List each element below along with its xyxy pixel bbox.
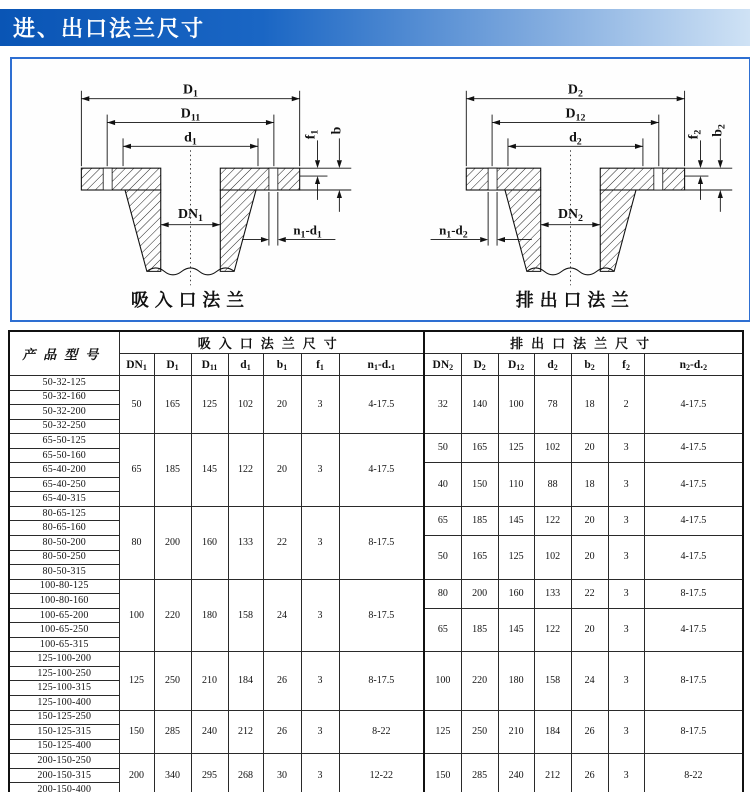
suction-value-cell: 240 bbox=[191, 710, 228, 754]
discharge-value-cell: 212 bbox=[534, 754, 571, 792]
dim-label-DN2: $DN_2$ bbox=[557, 206, 583, 224]
discharge-value-cell: 8-17.5 bbox=[644, 652, 743, 710]
discharge-value-cell: 26 bbox=[571, 710, 608, 754]
suction-section-header: 吸入口法兰尺寸 bbox=[119, 331, 424, 354]
col-header-d2-outer: $D_2$ bbox=[461, 354, 498, 376]
model-cell: 200-150-315 bbox=[9, 768, 119, 783]
suction-value-cell: 102 bbox=[228, 376, 263, 434]
discharge-value-cell: 8-17.5 bbox=[644, 710, 743, 754]
suction-value-cell: 160 bbox=[191, 506, 228, 579]
discharge-value-cell: 4-17.5 bbox=[644, 506, 743, 535]
discharge-value-cell: 100 bbox=[498, 376, 534, 434]
suction-value-cell: 8-22 bbox=[339, 710, 424, 754]
model-cell: 200-150-400 bbox=[9, 783, 119, 792]
discharge-value-cell: 122 bbox=[534, 506, 571, 535]
discharge-value-cell: 125 bbox=[498, 536, 534, 580]
discharge-value-cell: 3 bbox=[608, 652, 644, 710]
discharge-value-cell: 102 bbox=[534, 536, 571, 580]
suction-value-cell: 3 bbox=[301, 376, 339, 434]
product-model-header: 产品型号 bbox=[9, 331, 119, 376]
discharge-value-cell: 4-17.5 bbox=[644, 376, 743, 434]
flange-drawings-panel bbox=[10, 57, 750, 322]
dim-label-b: b bbox=[329, 126, 345, 134]
suction-value-cell: 26 bbox=[263, 710, 301, 754]
flange-table-body bbox=[9, 376, 743, 792]
suction-value-cell: 65 bbox=[119, 434, 154, 507]
discharge-value-cell: 80 bbox=[424, 579, 461, 608]
col-header-dn1: $DN_1$ bbox=[119, 354, 154, 376]
discharge-value-cell: 240 bbox=[498, 754, 534, 792]
suction-value-cell: 24 bbox=[263, 579, 301, 652]
discharge-value-cell: 18 bbox=[571, 463, 608, 507]
model-cell: 65-40-315 bbox=[9, 492, 119, 507]
discharge-value-cell: 22 bbox=[571, 579, 608, 608]
discharge-value-cell: 3 bbox=[608, 536, 644, 580]
discharge-value-cell: 158 bbox=[534, 652, 571, 710]
model-cell: 80-50-315 bbox=[9, 565, 119, 580]
discharge-value-cell: 50 bbox=[424, 434, 461, 463]
suction-value-cell: 8-17.5 bbox=[339, 579, 424, 652]
table-row bbox=[9, 710, 743, 725]
discharge-value-cell: 220 bbox=[461, 652, 498, 710]
col-header-b2: $b_2$ bbox=[571, 354, 608, 376]
suction-value-cell: 145 bbox=[191, 434, 228, 507]
discharge-value-cell: 88 bbox=[534, 463, 571, 507]
flange-dimensions-table-wrap bbox=[8, 330, 742, 792]
model-cell: 125-100-200 bbox=[9, 652, 119, 667]
model-cell: 50-32-160 bbox=[9, 390, 119, 405]
suction-value-cell: 30 bbox=[263, 754, 301, 792]
suction-value-cell: 3 bbox=[301, 652, 339, 710]
suction-value-cell: 50 bbox=[119, 376, 154, 434]
suction-value-cell: 3 bbox=[301, 506, 339, 579]
suction-value-cell: 3 bbox=[301, 710, 339, 754]
col-header-d1-outer: $D_1$ bbox=[154, 354, 191, 376]
discharge-value-cell: 3 bbox=[608, 608, 644, 652]
discharge-value-cell: 4-17.5 bbox=[644, 536, 743, 580]
discharge-value-cell: 40 bbox=[424, 463, 461, 507]
dim-label-n1-d1: $n_1-d_1$ bbox=[293, 223, 322, 241]
discharge-value-cell: 2 bbox=[608, 376, 644, 434]
dim-label-d2: $d_2$ bbox=[569, 129, 582, 147]
suction-value-cell: 133 bbox=[228, 506, 263, 579]
discharge-value-cell: 3 bbox=[608, 710, 644, 754]
suction-value-cell: 12-22 bbox=[339, 754, 424, 792]
suction-value-cell: 8-17.5 bbox=[339, 506, 424, 579]
dim-label-D12: $D_{12}$ bbox=[565, 106, 586, 124]
discharge-value-cell: 4-17.5 bbox=[644, 463, 743, 507]
suction-value-cell: 150 bbox=[119, 710, 154, 754]
discharge-value-cell: 150 bbox=[424, 754, 461, 792]
flange-dimensions-table bbox=[8, 330, 744, 792]
suction-value-cell: 200 bbox=[154, 506, 191, 579]
model-cell: 50-32-250 bbox=[9, 419, 119, 434]
suction-value-cell: 122 bbox=[228, 434, 263, 507]
suction-value-cell: 165 bbox=[154, 376, 191, 434]
dim-label-D2: $D_2$ bbox=[567, 82, 583, 100]
column-header-row bbox=[9, 354, 743, 376]
model-cell: 80-50-250 bbox=[9, 550, 119, 565]
discharge-value-cell: 32 bbox=[424, 376, 461, 434]
discharge-value-cell: 8-22 bbox=[644, 754, 743, 792]
discharge-value-cell: 65 bbox=[424, 506, 461, 535]
page-title: 进、出口法兰尺寸 bbox=[13, 16, 206, 41]
suction-value-cell: 285 bbox=[154, 710, 191, 754]
suction-value-cell: 4-17.5 bbox=[339, 434, 424, 507]
discharge-value-cell: 20 bbox=[571, 434, 608, 463]
col-header-n1-d1: $n_1-d._1$ bbox=[339, 354, 424, 376]
dim-label-d1: $d_1$ bbox=[184, 129, 197, 147]
suction-value-cell: 125 bbox=[119, 652, 154, 710]
suction-value-cell: 210 bbox=[191, 652, 228, 710]
suction-caption: 吸入口法兰 bbox=[130, 289, 251, 310]
discharge-value-cell: 20 bbox=[571, 506, 608, 535]
discharge-value-cell: 145 bbox=[498, 608, 534, 652]
discharge-value-cell: 3 bbox=[608, 463, 644, 507]
suction-value-cell: 4-17.5 bbox=[339, 376, 424, 434]
col-header-d1-face: $d_1$ bbox=[228, 354, 263, 376]
discharge-value-cell: 3 bbox=[608, 754, 644, 792]
col-header-d11: $D_{11}$ bbox=[191, 354, 228, 376]
discharge-value-cell: 3 bbox=[608, 434, 644, 463]
dim-label-DN1: $DN_1$ bbox=[178, 206, 204, 224]
model-cell: 50-32-125 bbox=[9, 376, 119, 391]
model-cell: 150-125-250 bbox=[9, 710, 119, 725]
model-cell: 100-65-200 bbox=[9, 608, 119, 623]
col-header-dn2: $DN_2$ bbox=[424, 354, 461, 376]
suction-value-cell: 200 bbox=[119, 754, 154, 792]
model-cell: 80-65-125 bbox=[9, 506, 119, 521]
model-cell: 65-50-160 bbox=[9, 448, 119, 463]
model-cell: 80-50-200 bbox=[9, 536, 119, 551]
col-header-d2-face: $d_2$ bbox=[534, 354, 571, 376]
model-cell: 65-40-200 bbox=[9, 463, 119, 478]
suction-value-cell: 268 bbox=[228, 754, 263, 792]
model-cell: 125-100-400 bbox=[9, 696, 119, 711]
discharge-value-cell: 8-17.5 bbox=[644, 579, 743, 608]
discharge-value-cell: 50 bbox=[424, 536, 461, 580]
discharge-value-cell: 125 bbox=[424, 710, 461, 754]
discharge-value-cell: 78 bbox=[534, 376, 571, 434]
col-header-f2: $f_2$ bbox=[608, 354, 644, 376]
discharge-value-cell: 133 bbox=[534, 579, 571, 608]
discharge-value-cell: 20 bbox=[571, 536, 608, 580]
suction-value-cell: 26 bbox=[263, 652, 301, 710]
discharge-value-cell: 3 bbox=[608, 579, 644, 608]
discharge-value-cell: 3 bbox=[608, 506, 644, 535]
suction-value-cell: 20 bbox=[263, 376, 301, 434]
suction-value-cell: 295 bbox=[191, 754, 228, 792]
title-banner bbox=[0, 9, 750, 46]
model-cell: 65-40-250 bbox=[9, 477, 119, 492]
table-row bbox=[9, 434, 743, 449]
discharge-value-cell: 4-17.5 bbox=[644, 608, 743, 652]
suction-value-cell: 3 bbox=[301, 434, 339, 507]
discharge-value-cell: 26 bbox=[571, 754, 608, 792]
suction-value-cell: 250 bbox=[154, 652, 191, 710]
table-row bbox=[9, 652, 743, 667]
col-header-d12: $D_{12}$ bbox=[498, 354, 534, 376]
dim-label-f2: $f_2$ bbox=[686, 129, 704, 139]
dim-label-f1: $f_1$ bbox=[303, 129, 321, 139]
discharge-value-cell: 165 bbox=[461, 434, 498, 463]
suction-value-cell: 185 bbox=[154, 434, 191, 507]
suction-value-cell: 20 bbox=[263, 434, 301, 507]
suction-value-cell: 3 bbox=[301, 754, 339, 792]
model-cell: 100-65-250 bbox=[9, 623, 119, 638]
discharge-value-cell: 185 bbox=[461, 608, 498, 652]
discharge-section-header: 排出口法兰尺寸 bbox=[424, 331, 743, 354]
model-cell: 50-32-200 bbox=[9, 405, 119, 420]
table-row bbox=[9, 579, 743, 594]
discharge-value-cell: 210 bbox=[498, 710, 534, 754]
discharge-flange-drawing bbox=[392, 61, 744, 319]
suction-value-cell: 180 bbox=[191, 579, 228, 652]
dim-label-D11: $D_{11}$ bbox=[180, 106, 201, 124]
table-row bbox=[9, 506, 743, 521]
discharge-value-cell: 150 bbox=[461, 463, 498, 507]
model-cell: 125-100-250 bbox=[9, 666, 119, 681]
model-cell: 100-80-125 bbox=[9, 579, 119, 594]
discharge-value-cell: 20 bbox=[571, 608, 608, 652]
discharge-value-cell: 65 bbox=[424, 608, 461, 652]
dim-label-D1: $D_1$ bbox=[183, 82, 199, 100]
dim-label-n1-d2: $n_1-d_2$ bbox=[439, 223, 468, 241]
model-cell: 100-65-315 bbox=[9, 637, 119, 652]
discharge-value-cell: 24 bbox=[571, 652, 608, 710]
discharge-value-cell: 110 bbox=[498, 463, 534, 507]
discharge-value-cell: 4-17.5 bbox=[644, 434, 743, 463]
suction-value-cell: 100 bbox=[119, 579, 154, 652]
model-cell: 200-150-250 bbox=[9, 754, 119, 769]
discharge-value-cell: 165 bbox=[461, 536, 498, 580]
model-cell: 150-125-315 bbox=[9, 725, 119, 740]
discharge-value-cell: 285 bbox=[461, 754, 498, 792]
suction-value-cell: 125 bbox=[191, 376, 228, 434]
dim-label-b2: $b_2$ bbox=[710, 123, 728, 137]
model-cell: 65-50-125 bbox=[9, 434, 119, 449]
table-row bbox=[9, 754, 743, 769]
discharge-value-cell: 18 bbox=[571, 376, 608, 434]
col-header-b1: $b_1$ bbox=[263, 354, 301, 376]
suction-value-cell: 80 bbox=[119, 506, 154, 579]
suction-value-cell: 340 bbox=[154, 754, 191, 792]
discharge-value-cell: 140 bbox=[461, 376, 498, 434]
suction-value-cell: 184 bbox=[228, 652, 263, 710]
model-cell: 125-100-315 bbox=[9, 681, 119, 696]
suction-value-cell: 8-17.5 bbox=[339, 652, 424, 710]
model-cell: 100-80-160 bbox=[9, 594, 119, 609]
col-header-f1: $f_1$ bbox=[301, 354, 339, 376]
model-cell: 80-65-160 bbox=[9, 521, 119, 536]
discharge-value-cell: 102 bbox=[534, 434, 571, 463]
discharge-value-cell: 180 bbox=[498, 652, 534, 710]
discharge-value-cell: 200 bbox=[461, 579, 498, 608]
suction-value-cell: 212 bbox=[228, 710, 263, 754]
discharge-value-cell: 160 bbox=[498, 579, 534, 608]
discharge-caption: 排出口法兰 bbox=[515, 289, 635, 310]
suction-flange-drawing bbox=[17, 61, 369, 319]
discharge-value-cell: 145 bbox=[498, 506, 534, 535]
discharge-value-cell: 250 bbox=[461, 710, 498, 754]
suction-value-cell: 3 bbox=[301, 579, 339, 652]
model-cell: 150-125-400 bbox=[9, 739, 119, 754]
discharge-value-cell: 100 bbox=[424, 652, 461, 710]
discharge-value-cell: 125 bbox=[498, 434, 534, 463]
suction-value-cell: 22 bbox=[263, 506, 301, 579]
table-row bbox=[9, 376, 743, 391]
discharge-value-cell: 185 bbox=[461, 506, 498, 535]
col-header-n2-d2: $n_2-d._2$ bbox=[644, 354, 743, 376]
discharge-value-cell: 122 bbox=[534, 608, 571, 652]
discharge-value-cell: 184 bbox=[534, 710, 571, 754]
suction-value-cell: 220 bbox=[154, 579, 191, 652]
suction-value-cell: 158 bbox=[228, 579, 263, 652]
